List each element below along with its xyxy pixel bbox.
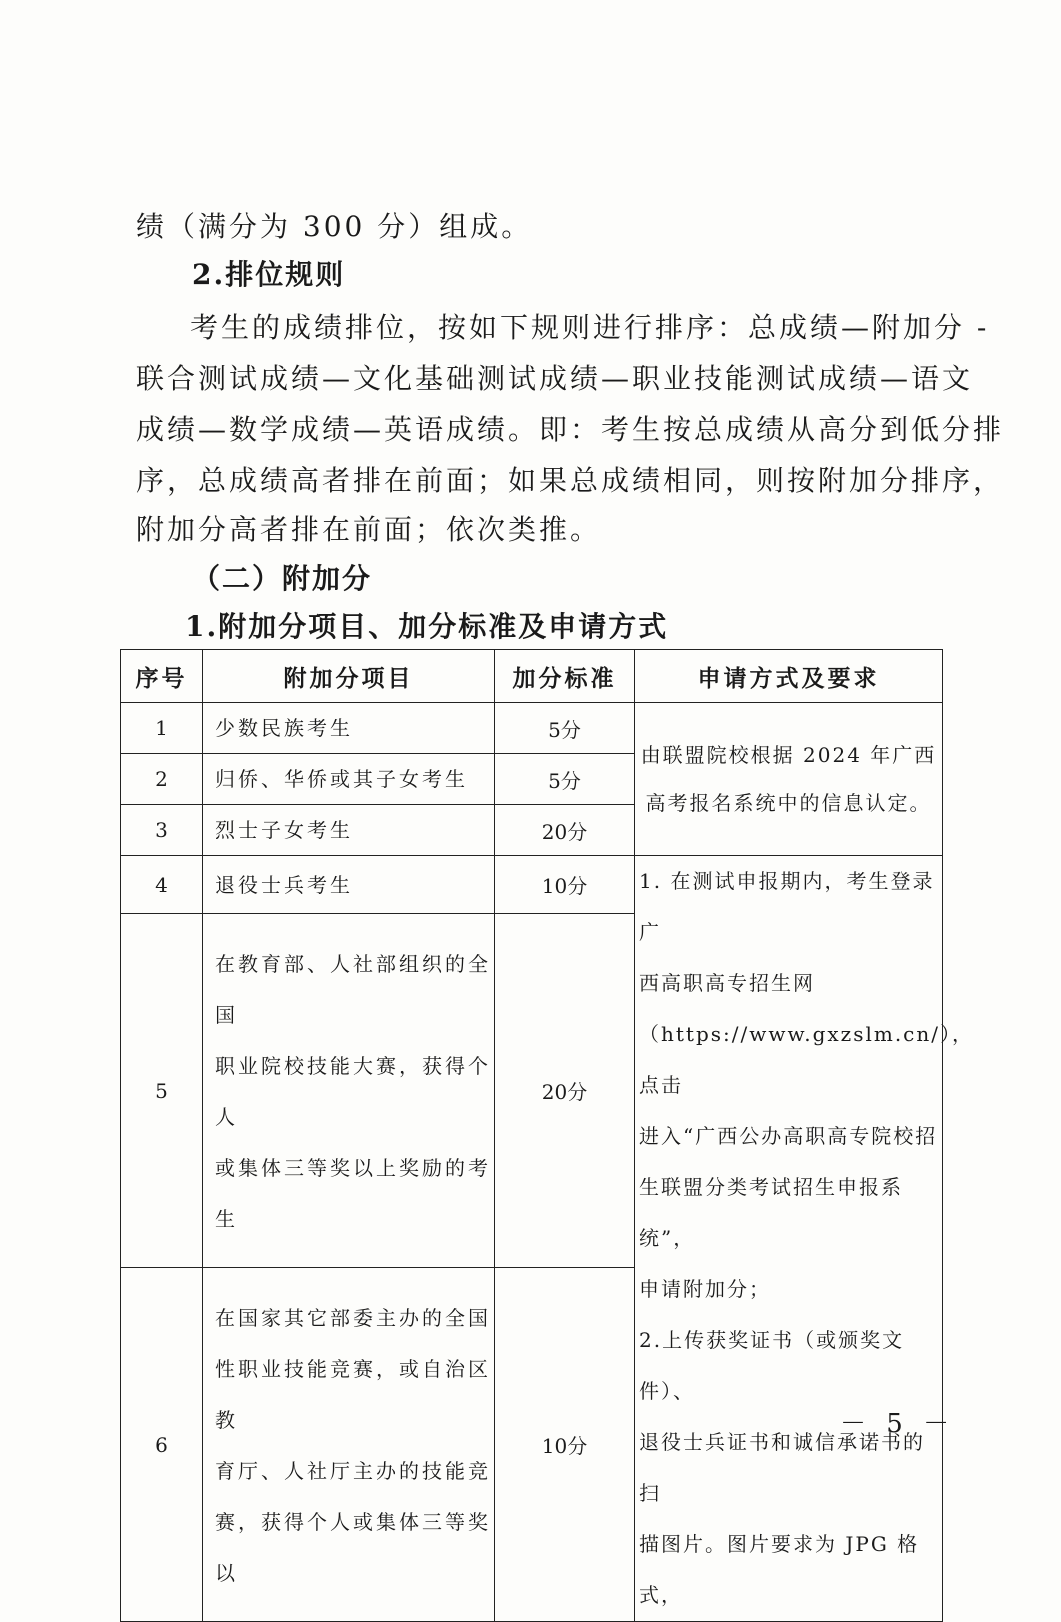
cell-no: 1 (121, 703, 203, 754)
req-line: （https://www.gxzslm.cn/），点击 (639, 1022, 974, 1097)
header-no: 序号 (121, 650, 203, 703)
cell-points: 20分 (495, 805, 635, 856)
req-line: 申请附加分； (639, 1277, 771, 1301)
cell-item (203, 1268, 495, 1622)
page-number: － 5 － (840, 1409, 956, 1439)
item-line: 性职业技能竞赛，或自治区教 (215, 1357, 491, 1433)
cell-item: 少数民族考生 (203, 703, 495, 754)
req-line: 生联盟分类考试招生申报系统”， (639, 1175, 903, 1250)
cell-item: 退役士兵考生 (203, 856, 495, 914)
table-row (121, 856, 943, 914)
paragraph-line: 序，总成绩高者排在前面；如果总成绩相同，则按附加分排序， (136, 464, 1005, 497)
cell-points: 5分 (495, 754, 635, 805)
cell-item (203, 914, 495, 1268)
paragraph-continuation: 绩（满分为 300 分）组成。 (136, 210, 533, 243)
req-line: 2.上传获奖证书（或颁奖文件）、 (639, 1328, 905, 1403)
req-line: 西高职高专招生网 (639, 971, 815, 995)
section-title-bonus: （二）附加分 (192, 562, 373, 595)
cell-points: 10分 (495, 1268, 635, 1622)
item-line: 或集体三等奖以上奖励的考 (215, 1156, 491, 1181)
item-line: 育厅、人社厅主办的技能竞 (215, 1459, 491, 1484)
cell-item: 烈士子女考生 (203, 805, 495, 856)
cell-points: 5分 (495, 703, 635, 754)
item-line: 职业院校技能大赛，获得个人 (215, 1054, 491, 1130)
paragraph-line: 联合测试成绩—文化基础测试成绩—职业技能测试成绩—语文 (136, 362, 974, 395)
req-line: 由联盟院校根据 2024 年广西 (640, 743, 937, 767)
cell-requirements-group1 (635, 703, 943, 856)
header-requirements: 申请方式及要求 (635, 650, 943, 703)
req-line: 退役士兵证书和诚信承诺书的扫 (639, 1430, 925, 1505)
paragraph-line: 成绩—数学成绩—英语成绩。即：考生按总成绩从高分到低分排 (136, 413, 1005, 446)
bonus-points-table (120, 649, 974, 1622)
item-line: 在国家其它部委主办的全国 (215, 1306, 491, 1331)
req-line: 1. 在测试申报期内，考生登录广 (639, 869, 935, 944)
req-line: 进入“广西公办高职高专院校招 (639, 1124, 938, 1148)
item-line: 生 (215, 1207, 238, 1232)
cell-points: 20分 (495, 914, 635, 1268)
table-header-row (121, 650, 943, 703)
subsection-title: 1.附加分项目、加分标准及申请方式 (185, 610, 669, 643)
table-row (121, 703, 943, 754)
cell-points: 10分 (495, 856, 635, 914)
section-title-ranking: 2.排位规则 (192, 258, 346, 291)
cell-requirements-group2 (635, 856, 974, 1622)
header-item: 附加分项目 (203, 650, 495, 703)
item-line: 赛，获得个人或集体三等奖以 (215, 1510, 491, 1586)
item-line: 在教育部、人社部组织的全国 (215, 952, 491, 1028)
cell-no: 4 (121, 856, 203, 914)
header-points: 加分标准 (495, 650, 635, 703)
cell-no: 5 (121, 914, 203, 1268)
cell-no: 2 (121, 754, 203, 805)
req-line: 高考报名系统中的信息认定。 (645, 791, 932, 815)
paragraph-line: 考生的成绩排位，按如下规则进行排序：总成绩—附加分 - (190, 311, 990, 344)
req-line: 描图片。图片要求为 JPG 格式， (639, 1532, 920, 1607)
cell-no: 6 (121, 1268, 203, 1622)
cell-item: 归侨、华侨或其子女考生 (203, 754, 495, 805)
paragraph-line: 附加分高者排在前面；依次类推。 (136, 513, 602, 546)
cell-no: 3 (121, 805, 203, 856)
